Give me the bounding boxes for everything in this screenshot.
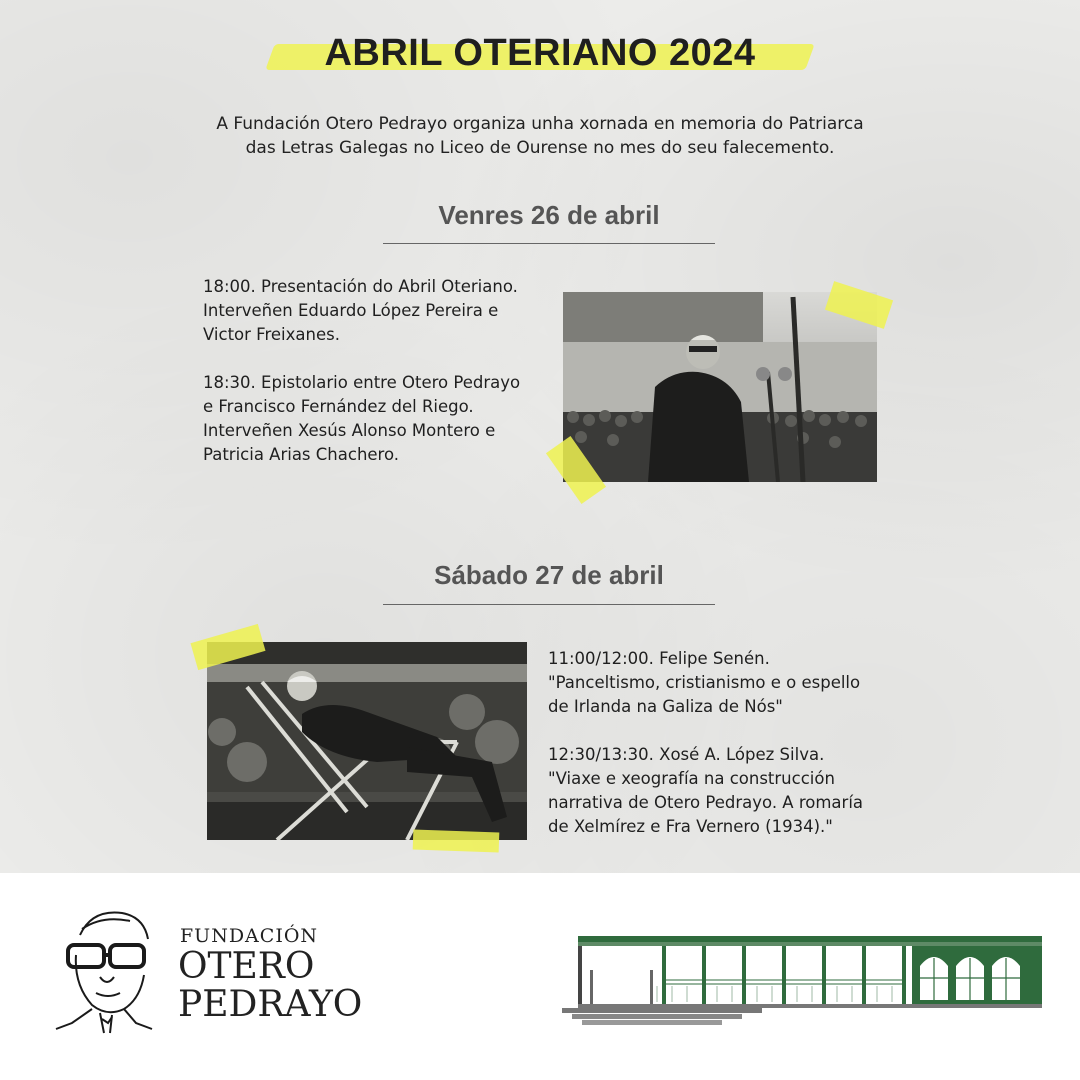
event-line: e Francisco Fernández del Riego. bbox=[203, 397, 474, 416]
intro-line: das Letras Galegas no Liceo de Ourense no mes do seu falecemento. bbox=[245, 138, 835, 158]
chair-photo bbox=[207, 642, 527, 840]
portrait-sketch-icon bbox=[52, 905, 160, 1035]
event-line: "Viaxe e xeografía na construcción bbox=[548, 769, 835, 788]
event-line: 18:00. Presentación do Abril Oteriano. bbox=[203, 277, 518, 296]
intro-line: A Fundación Otero Pedrayo organiza unha xornada en memoria do Patriarca bbox=[216, 114, 864, 134]
event-item bbox=[203, 371, 553, 467]
brand-label-small: FUNDACIÓN bbox=[180, 925, 319, 947]
speech-photo bbox=[563, 292, 877, 482]
day2-heading: Sábado 27 de abril bbox=[434, 560, 664, 590]
event-line: "Panceltismo, cristianismo e o espello bbox=[548, 673, 861, 692]
liceo-building-icon bbox=[562, 930, 1052, 1035]
day1-heading: Venres 26 de abril bbox=[438, 200, 660, 230]
event-line: de Irlanda na Galiza de Nós" bbox=[548, 697, 783, 716]
tape-strip bbox=[413, 830, 500, 853]
event-item bbox=[548, 647, 908, 719]
event-line: 12:30/13:30. Xosé A. López Silva. bbox=[548, 745, 825, 764]
event-line: 18:30. Epistolario entre Otero Pedrayo bbox=[203, 373, 521, 392]
event-item bbox=[548, 743, 908, 839]
event-line: de Xelmírez e Fra Vernero (1934)." bbox=[548, 817, 833, 836]
intro-text bbox=[140, 112, 940, 160]
day2-schedule bbox=[548, 647, 908, 863]
day1-schedule bbox=[203, 275, 553, 491]
event-line: Interveñen Xesús Alonso Montero e bbox=[203, 421, 496, 440]
event-line: Victor Freixanes. bbox=[203, 325, 340, 344]
day2-divider bbox=[383, 604, 715, 605]
event-line: narrativa de Otero Pedrayo. A romaría bbox=[548, 793, 864, 812]
page-title: ABRIL OTERIANO 2024 bbox=[324, 32, 756, 74]
brand-label-line1: OTERO bbox=[178, 946, 315, 987]
brand-label-line2: PEDRAYO bbox=[178, 984, 363, 1025]
day1-divider bbox=[383, 243, 715, 244]
event-item bbox=[203, 275, 553, 347]
event-line: 11:00/12:00. Felipe Senén. bbox=[548, 649, 770, 668]
event-line: Patricia Arias Chachero. bbox=[203, 445, 400, 464]
event-line: Interveñen Eduardo López Pereira e bbox=[203, 301, 499, 320]
